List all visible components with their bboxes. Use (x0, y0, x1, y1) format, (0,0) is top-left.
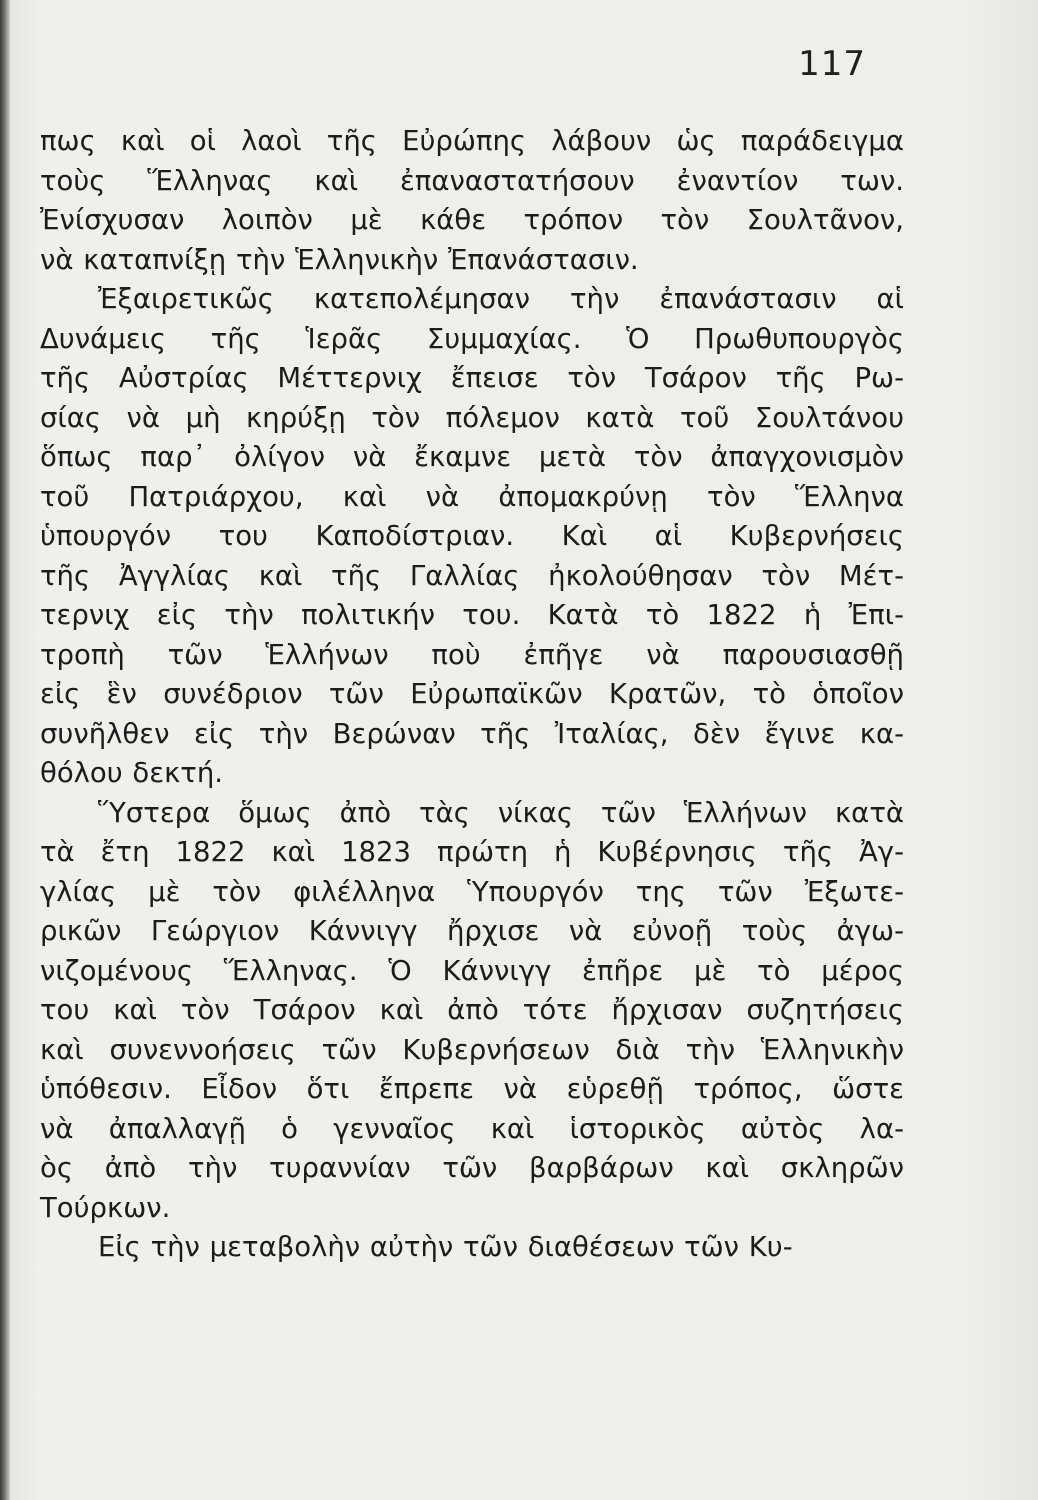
text-line: ρικῶν Γεώργιον Κάννιγγ ἤρχισε νὰ εὐνοῇ τοὺς ἀγω- (40, 915, 904, 947)
text-line: του καὶ τὸν Τσάρον καὶ ἀπὸ τότε ἤρχισαν συζητήσεις (40, 994, 904, 1026)
text-line: τοὺς Ἕλληνας καὶ ἐπαναστατήσουν ἐναντίον των. (40, 164, 904, 197)
text-line: ὑπόθεσιν. Εἶδον ὅτι ἔπρεπε νὰ εὑρεθῇ τρόπος, ὥστε (40, 1073, 904, 1105)
text-line: γλίας μὲ τὸν φιλέλληνα Ὑπουργόν της τῶν Ἐξωτε- (40, 875, 904, 908)
text-line: Δυνάμεις τῆς Ἱερᾶς Συμμαχίας. Ὁ Πρωθυπουργὸς (40, 322, 904, 355)
text-line: ὅπως παρ᾽ ὀλίγον νὰ ἔκαμνε μετὰ τὸν ἀπαγχονισμὸν (40, 441, 904, 473)
text-line: νὰ ἀπαλλαγῇ ὁ γενναῖος καὶ ἱστορικὸς αὐτὸς λα- (40, 1112, 904, 1145)
body-text (40, 122, 904, 1268)
page-number: 117 (798, 44, 866, 84)
text-line: τερνιχ εἰς τὴν πολιτικήν του. Κατὰ τὸ 1822 ἡ Ἐπι- (40, 599, 904, 631)
text-line: τῆς Αὐστρίας Μέττερνιχ ἔπεισε τὸν Τσάρον τῆς Ρω- (40, 362, 904, 394)
text-line: Τούρκων. (40, 1191, 171, 1224)
text-line: νὰ καταπνίξῃ τὴν Ἑλληνικὴν Ἐπανάστασιν. (40, 243, 639, 276)
text-line: Ἐνίσχυσαν λοιπὸν μὲ κάθε τρόπον τὸν Σουλτᾶνον, (40, 204, 904, 236)
text-line: νιζομένους Ἕλληνας. Ὁ Κάννιγγ ἐπῆρε μὲ τὸ μέρος (40, 954, 904, 987)
book-spine-shadow (0, 0, 10, 1500)
text-line: σίας νὰ μὴ κηρύξῃ τὸν πόλεμον κατὰ τοῦ Σουλτάνου (40, 401, 904, 434)
text-line: εἰς ἓν συνέδριον τῶν Εὐρωπαϊκῶν Κρατῶν, τὸ ὁποῖον (40, 678, 904, 710)
text-line: ὸς ἀπὸ τὴν τυραννίαν τῶν βαρβάρων καὶ σκληρῶν (40, 1152, 904, 1184)
text-line: συνῆλθεν εἰς τὴν Βερώναν τῆς Ἰταλίας, δὲν ἔγινε κα- (40, 717, 904, 750)
text-line: καὶ συνεννοήσεις τῶν Κυβερνήσεων διὰ τὴν Ἑλληνικὴν (40, 1033, 904, 1066)
text-line: πως καὶ οἱ λαοὶ τῆς Εὐρώπης λάβουν ὡς παράδειγμα (40, 125, 904, 157)
text-line: Ἐξαιρετικῶς κατεπολέμησαν τὴν ἐπανάστασιν αἱ (98, 283, 904, 315)
text-line: Εἰς τὴν μεταβολὴν αὐτὴν τῶν διαθέσεων τῶν Κυ- (98, 1231, 793, 1263)
text-line: τῆς Ἀγγλίας καὶ τῆς Γαλλίας ἠκολούθησαν τὸν Μέτ- (40, 559, 904, 592)
text-line: τροπὴ τῶν Ἑλλήνων ποὺ ἐπῆγε νὰ παρουσιασθῇ (40, 638, 904, 671)
text-line: ὑπουργόν του Καποδίστριαν. Καὶ αἱ Κυβερνήσεις (40, 520, 904, 552)
text-line: τοῦ Πατριάρχου, καὶ νὰ ἀπομακρύνῃ τὸν Ἕλληνα (40, 480, 904, 513)
text-line: Ὕστερα ὅμως ἀπὸ τὰς νίκας τῶν Ἑλλήνων κατὰ (98, 796, 904, 829)
text-line: τὰ ἔτη 1822 καὶ 1823 πρώτη ἡ Κυβέρνησις τῆς Ἀγ- (40, 836, 904, 868)
text-line: θόλου δεκτή. (40, 757, 224, 789)
